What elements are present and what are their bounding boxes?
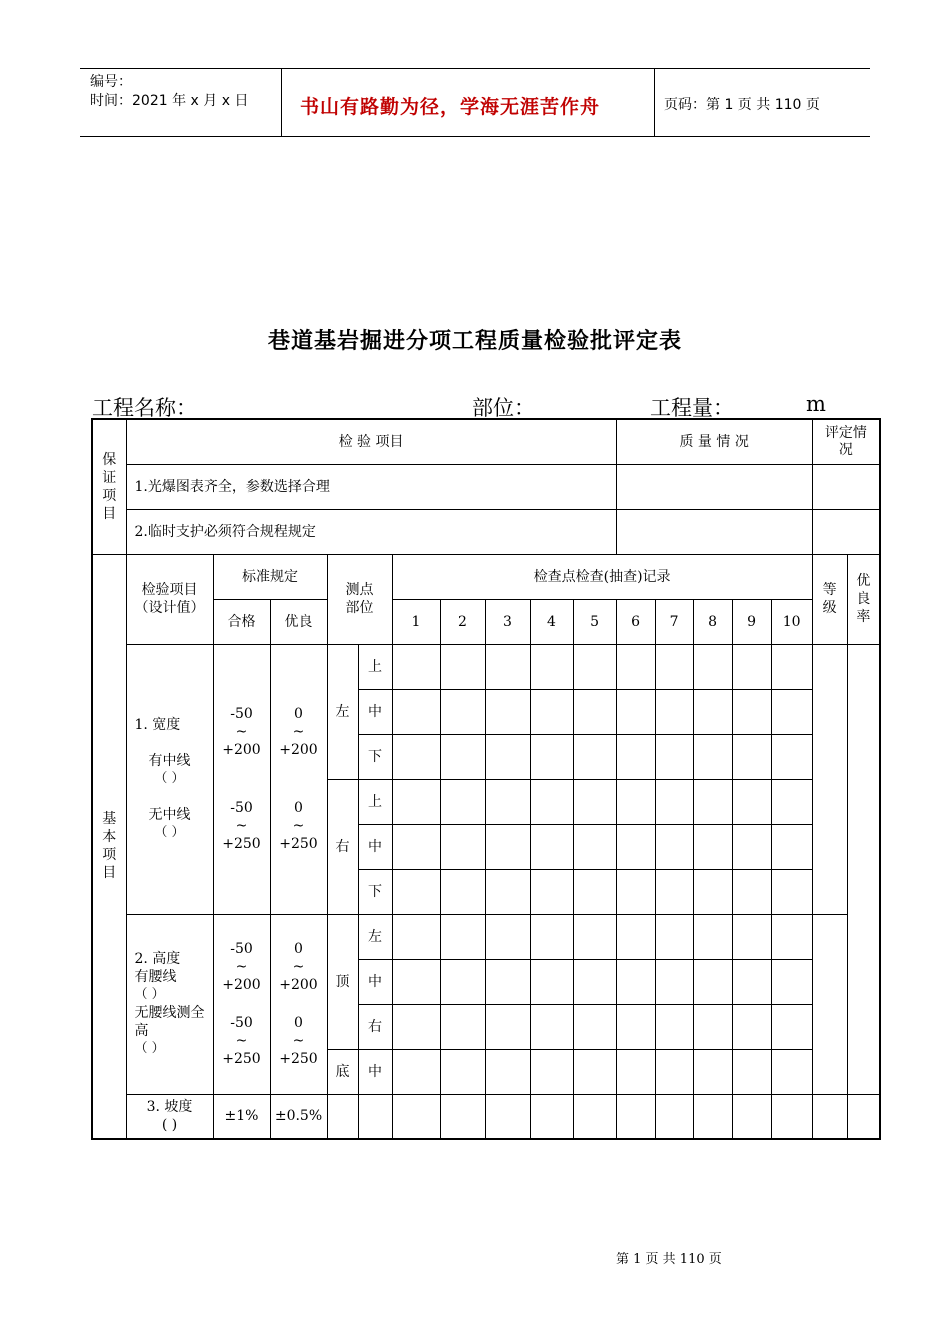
header-bottom-rule [80, 136, 870, 137]
record-cell [392, 734, 440, 779]
record-cell [693, 1049, 732, 1094]
record-cell [440, 1049, 485, 1094]
record-cell [693, 869, 732, 914]
record-num-9: 9 [732, 599, 771, 644]
record-cell [655, 824, 693, 869]
record-cell [392, 1049, 440, 1094]
page-title: 巷道基岩掘进分项工程质量检验批评定表 [267, 329, 682, 354]
record-cell [732, 869, 771, 914]
record-cell [616, 734, 655, 779]
width-item [126, 644, 213, 914]
width-label: 1. 宽度 [134, 717, 181, 733]
record-cell [693, 644, 732, 689]
record-cell [616, 644, 655, 689]
record-cell [693, 959, 732, 1004]
height-top-right: 右 [358, 1004, 392, 1049]
record-cell [440, 779, 485, 824]
record-cell [732, 779, 771, 824]
record-cell [655, 1004, 693, 1049]
guarantee-section-label: 保 证 项 目 [92, 419, 126, 554]
guarantee-item-1: 1.光爆图表齐全，参数选择合理 [126, 464, 616, 509]
width-right-top: 上 [358, 779, 392, 824]
record-header: 检查点检查(抽查)记录 [392, 554, 812, 599]
record-cell [530, 689, 573, 734]
record-cell [392, 914, 440, 959]
record-num-10: 10 [771, 599, 812, 644]
record-cell [616, 869, 655, 914]
width-with-center-paren: （ ） [154, 771, 185, 786]
width-right-mid: 中 [358, 824, 392, 869]
guarantee-rating-2 [812, 509, 880, 554]
record-cell [485, 1004, 530, 1049]
record-cell [573, 869, 616, 914]
record-cell [771, 1094, 812, 1139]
record-cell [485, 869, 530, 914]
record-cell [440, 914, 485, 959]
record-num-2: 2 [440, 599, 485, 644]
height-paren-1: （ ） [134, 987, 165, 1002]
record-cell [392, 644, 440, 689]
record-cell [732, 959, 771, 1004]
record-cell [485, 959, 530, 1004]
record-cell [530, 1004, 573, 1049]
guarantee-quality-1 [616, 464, 812, 509]
height-top-left: 左 [358, 914, 392, 959]
width-left-mid: 中 [358, 689, 392, 734]
record-cell [573, 1049, 616, 1094]
width-right-bot: 下 [358, 869, 392, 914]
record-cell [485, 824, 530, 869]
project-name-label: 工程名称： [92, 396, 197, 420]
record-cell [693, 824, 732, 869]
width-left-label: 左 [327, 644, 358, 779]
record-cell [573, 779, 616, 824]
record-cell [616, 779, 655, 824]
record-cell [655, 914, 693, 959]
record-num-7: 7 [655, 599, 693, 644]
record-cell [530, 1049, 573, 1094]
height-without-waist: 无腰线测全高 [134, 1005, 205, 1039]
record-cell [392, 689, 440, 734]
record-cell [485, 779, 530, 824]
width-left-top: 上 [358, 644, 392, 689]
record-cell [771, 959, 812, 1004]
record-cell [771, 824, 812, 869]
record-cell [732, 1049, 771, 1094]
width-right-label: 右 [327, 779, 358, 914]
header-divider-1 [281, 68, 282, 136]
record-cell [327, 1094, 358, 1139]
record-cell [771, 869, 812, 914]
height-bottom-label: 底 [327, 1049, 358, 1094]
record-cell [616, 1094, 655, 1139]
quantity-label: 工程量： [650, 396, 734, 420]
slope-pass: ±1% [213, 1094, 270, 1139]
record-cell [440, 959, 485, 1004]
height-top-mid: 中 [358, 959, 392, 1004]
record-cell [732, 1094, 771, 1139]
guarantee-item-header: 检 验 项目 [126, 419, 616, 464]
slope-paren: ( ) [161, 1117, 178, 1134]
height-label: 2. 高度 [134, 951, 181, 967]
record-cell [392, 1004, 440, 1049]
height-pass-std: -50 ~ +200 -50 ~ +250 [213, 914, 270, 1094]
record-cell [573, 644, 616, 689]
width-good-std: 0 ~ +200 0 ~ +250 [270, 644, 327, 914]
width-pass-std: -50 ~ +200 -50 ~ +250 [213, 644, 270, 914]
height-top-label: 顶 [327, 914, 358, 1049]
record-cell [732, 689, 771, 734]
record-cell [732, 914, 771, 959]
record-cell [440, 1094, 485, 1139]
width-grade [812, 644, 847, 914]
record-cell [616, 1049, 655, 1094]
record-cell [771, 914, 812, 959]
record-cell [693, 1094, 732, 1139]
header-number: 编号： [90, 74, 132, 90]
height-good-std: 0 ~ +200 0 ~ +250 [270, 914, 327, 1094]
record-cell [655, 734, 693, 779]
grade-header: 等级 [812, 554, 847, 644]
width-left-bot: 下 [358, 734, 392, 779]
record-num-6: 6 [616, 599, 655, 644]
record-cell [485, 689, 530, 734]
slope-item [126, 1094, 213, 1139]
record-cell [530, 734, 573, 779]
height-with-waist: 有腰线 [134, 969, 177, 985]
record-cell [440, 824, 485, 869]
slope-label: 3. 坡度 [146, 1099, 193, 1116]
record-cell [573, 1004, 616, 1049]
record-cell [392, 779, 440, 824]
record-cell [732, 644, 771, 689]
record-cell [771, 1049, 812, 1094]
record-cell [693, 689, 732, 734]
width-without-center-paren: （ ） [154, 825, 185, 840]
width-without-center: 无中线 [148, 807, 191, 823]
record-cell [655, 1094, 693, 1139]
width-with-center: 有中线 [148, 753, 191, 769]
record-cell [655, 959, 693, 1004]
basic-item-header: 检验项目（设计值） [126, 554, 213, 644]
guarantee-quality-header: 质 量 情 况 [616, 419, 812, 464]
guarantee-rating-1 [812, 464, 880, 509]
record-cell [616, 914, 655, 959]
location-label: 部位： [472, 396, 535, 420]
record-num-3: 3 [485, 599, 530, 644]
header-divider-2 [654, 68, 655, 136]
record-cell [771, 689, 812, 734]
record-cell [530, 869, 573, 914]
record-cell [771, 1004, 812, 1049]
record-cell [693, 1004, 732, 1049]
record-cell [392, 1094, 440, 1139]
record-cell [732, 734, 771, 779]
record-cell [693, 779, 732, 824]
record-cell [573, 734, 616, 779]
basic-section-label: 基 本 项 目 [92, 554, 126, 1139]
rate-header: 优良率 [847, 554, 880, 644]
header-time: 时间：2021 年 x 月 x 日 [90, 93, 249, 109]
record-cell [530, 1094, 573, 1139]
record-cell [655, 779, 693, 824]
record-cell [530, 914, 573, 959]
record-cell [573, 824, 616, 869]
record-cell [732, 824, 771, 869]
evaluation-table [91, 418, 881, 1140]
record-num-1: 1 [392, 599, 440, 644]
record-cell [655, 689, 693, 734]
slope-grade [812, 1094, 847, 1139]
record-cell [530, 644, 573, 689]
record-cell [530, 779, 573, 824]
good-header: 优良 [270, 599, 327, 644]
record-cell [616, 959, 655, 1004]
record-num-8: 8 [693, 599, 732, 644]
height-paren-2: （ ） [134, 1041, 165, 1056]
record-cell [655, 1049, 693, 1094]
record-cell [616, 1004, 655, 1049]
record-cell [616, 824, 655, 869]
height-bottom-mid: 中 [358, 1049, 392, 1094]
guarantee-rating-header: 评定情况 [812, 419, 880, 464]
record-cell [530, 824, 573, 869]
record-cell [440, 734, 485, 779]
record-cell [440, 644, 485, 689]
record-cell [485, 1049, 530, 1094]
record-cell [573, 959, 616, 1004]
record-cell [573, 689, 616, 734]
record-cell [485, 914, 530, 959]
record-cell [392, 959, 440, 1004]
record-cell [771, 734, 812, 779]
record-cell [693, 914, 732, 959]
record-cell [732, 1004, 771, 1049]
page-footer: 第 1 页 共 110 页 [616, 1252, 722, 1267]
record-num-5: 5 [573, 599, 616, 644]
record-cell [392, 824, 440, 869]
record-cell [771, 779, 812, 824]
record-cell [440, 869, 485, 914]
record-cell [573, 914, 616, 959]
record-cell [616, 689, 655, 734]
record-cell [655, 869, 693, 914]
header-page-info: 页码：第 1 页 共 110 页 [664, 97, 820, 113]
record-num-4: 4 [530, 599, 573, 644]
guarantee-quality-2 [616, 509, 812, 554]
record-cell [530, 959, 573, 1004]
point-header: 测点部位 [327, 554, 392, 644]
record-cell [485, 644, 530, 689]
slope-good: ±0.5% [270, 1094, 327, 1139]
pass-header: 合格 [213, 599, 270, 644]
record-cell [392, 869, 440, 914]
record-cell [485, 734, 530, 779]
record-cell [693, 734, 732, 779]
rate-cell [847, 644, 880, 1094]
quantity-unit: m [806, 392, 826, 416]
record-cell [771, 644, 812, 689]
height-grade [812, 914, 847, 1094]
record-cell [573, 1094, 616, 1139]
header-motto: 书山有路勤为径，学海无涯苦作舟 [300, 96, 601, 118]
guarantee-item-2: 2.临时支护必须符合规程规定 [126, 509, 616, 554]
record-cell [655, 644, 693, 689]
record-cell [485, 1094, 530, 1139]
header-top-rule [80, 68, 870, 69]
height-item [126, 914, 213, 1094]
standard-header: 标准规定 [213, 554, 327, 599]
slope-rate [847, 1094, 880, 1139]
record-cell [358, 1094, 392, 1139]
record-cell [440, 689, 485, 734]
record-cell [440, 1004, 485, 1049]
